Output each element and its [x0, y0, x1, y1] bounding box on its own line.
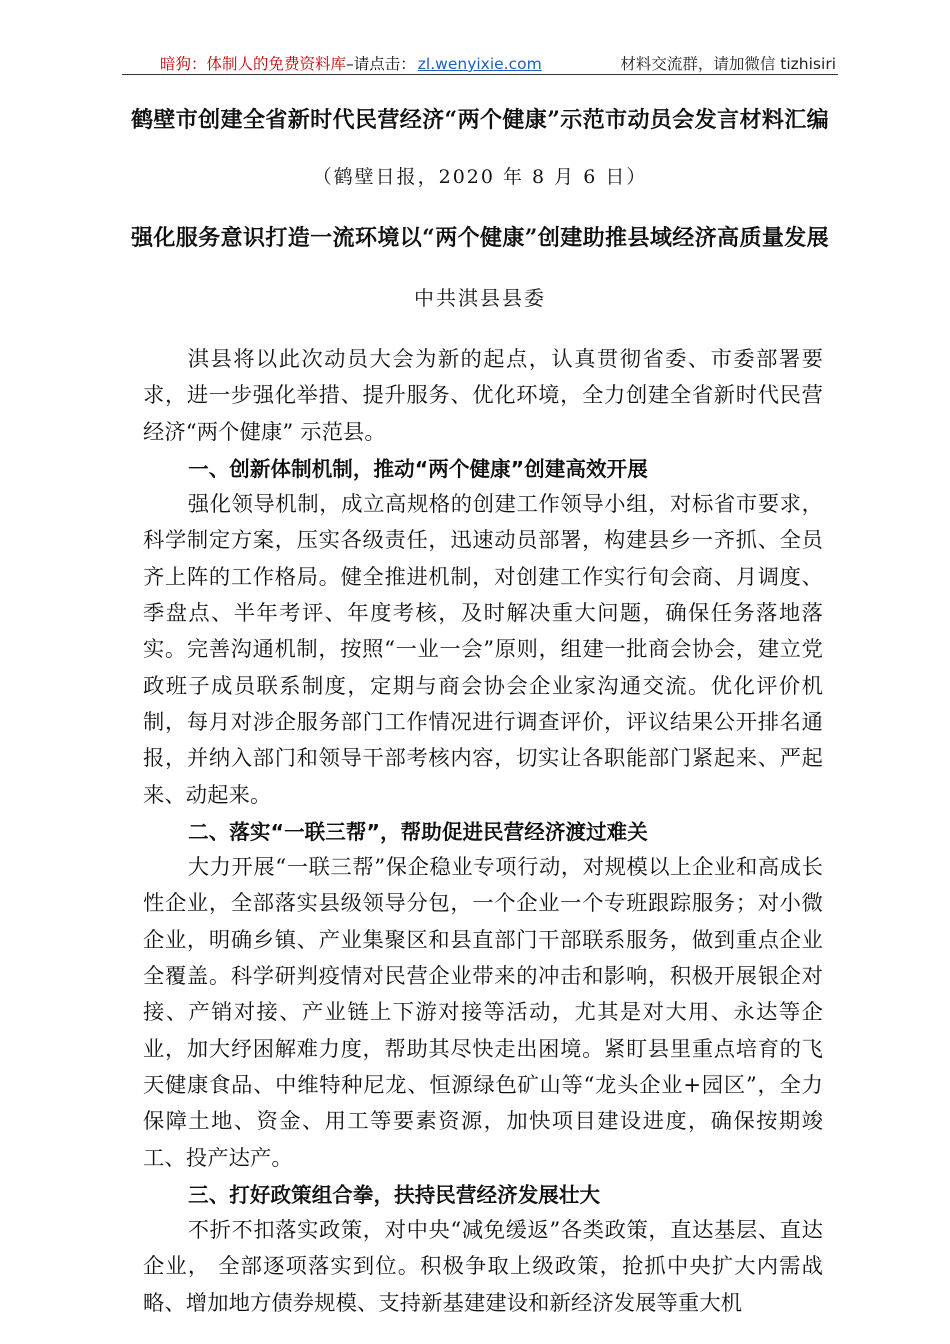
section-heading-3: 三、打好政策组合拳，扶持民营经济发展壮大: [188, 1182, 601, 1207]
author-line: 中共淇县县委: [414, 286, 546, 310]
section-heading-2: 二、落实“一联三帮”，帮助促进民营经济渡过难关: [188, 819, 648, 844]
header-promo: [160, 52, 542, 74]
header-wechat-note: 材料交流群，请加微信 tizhisiri: [620, 55, 836, 73]
header-link[interactable]: zl.wenyixie.com: [417, 55, 542, 73]
header-site-name: 暗狗：体制人的免费资料库: [160, 55, 347, 73]
section-heading-1: 一、创新体制机制，推动“两个健康”创建高效开展: [188, 456, 648, 481]
document-body: [143, 342, 823, 1322]
speech-title: 强化服务意识打造一流环境以“两个健康”创建助推县域经济高质量发展: [130, 225, 830, 251]
page-header: [122, 50, 838, 75]
paragraph-intro: 淇县将以此次动员大会为新的起点，认真贯彻省委、市委部署要求，进一步强化举措、提升服务、优化环境，全力创建全省新时代民营经济“两个健康” 示范县。: [143, 347, 823, 445]
main-title: 鹤壁市创建全省新时代民营经济“两个健康”示范市动员会发言材料汇编: [130, 107, 830, 133]
paragraph-section-2: 大力开展“一联三帮”保企稳业专项行动，对规模以上企业和高成长性企业，全部落实县级领导分包，一个企业一个专班跟踪服务；对小微企业，明确乡镇、产业集聚区和县直部门干部联系服务，做到重点企业全覆盖。科学研判疫情对民营企业带来的冲击和影响，积极开展银企对接、产销对接、产业链上下游对接等活动，尤其是对大用、永达等企业，加大纾困解难力度，帮助其尽快走出困境。紧盯县里重点培育的飞天健康食品、中维特种尼龙、恒源绿色矿山等“龙头企业+园区”，全力保障土地、资金、用工等要素资源，加快项目建设进度，确保按期竣工、投产达产。: [143, 855, 823, 1171]
paragraph-section-1: 强化领导机制，成立高规格的创建工作领导小组，对标省市要求，科学制定方案，压实各级责任，迅速动员部署，构建县乡一齐抓、全员齐上阵的工作格局。健全推进机制，对创建工作实行旬会商、月调度、季盘点、半年考评、年度考核，及时解决重大问题，确保任务落地落实。完善沟通机制，按照“一业一会”原则，组建一批商会协会，建立党政班子成员联系制度，定期与商会协会企业家沟通交流。优化评价机制，每月对涉企服务部门工作情况进行调查评价，评议结果公开排名通报，并纳入部门和领导干部考核内容，切实让各职能部门紧起来、严起来、动起来。: [143, 492, 823, 808]
paragraph-section-3: 不折不扣落实政策，对中央“减免缓返”各类政策，直达基层、直达企业， 全部逐项落实到位。积极争取上级政策，抢抓中央扩大内需战略、增加地方债券规模、支持新基建建设和新经济发展等重大机: [143, 1218, 823, 1316]
header-click-text: –请点击：: [346, 55, 416, 73]
date-line: （鹤壁日报，2020 年 8 月 6 日）: [312, 166, 648, 188]
